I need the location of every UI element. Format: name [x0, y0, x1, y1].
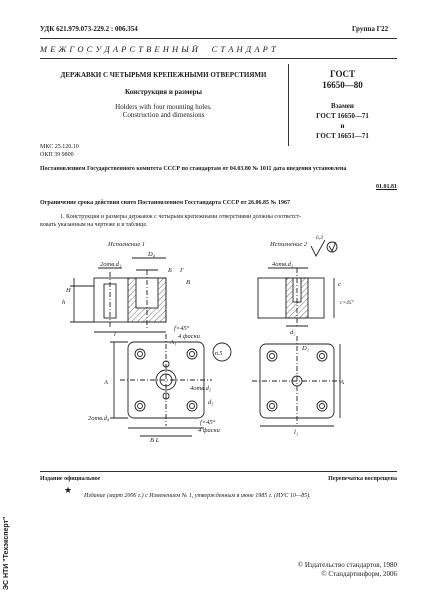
label-D4: D₄: [148, 251, 155, 258]
reprint-prohibited: Перепечатка воспрещена: [328, 476, 397, 482]
technical-drawing: [40, 232, 400, 444]
label-B: Б: [168, 267, 172, 274]
replaces-label: Взамен: [331, 102, 354, 110]
restriction: Ограничение срока действия снято Постановлением Госстандарта СССР от 26.06.85 № 1967: [40, 200, 291, 206]
replaces-and: и: [340, 122, 345, 130]
label-d3: d₃: [208, 399, 214, 406]
footer-rule: [40, 471, 397, 472]
group-code: Группа Г22: [352, 25, 389, 33]
label-A-right: A: [340, 379, 344, 386]
label-l1: l₁: [294, 429, 299, 436]
label-four-holes-d1: 4отв.d₁: [272, 261, 294, 268]
official-edition: Издание официальное: [40, 476, 101, 482]
udk-code: УДК 621.979.073-229.2 : 006.354: [40, 25, 138, 33]
star-icon: ★: [64, 485, 73, 495]
mks: МКС 25.120.10: [40, 144, 79, 150]
gost-code: ГОСТ: [329, 69, 356, 79]
label-f45: f×45°: [174, 325, 190, 332]
roughness-value: 6,3: [316, 235, 323, 241]
label-h: h: [62, 299, 66, 306]
label-four-chamfers: 4 фаски: [178, 333, 200, 340]
copyright-1: © Издательство стандартов, 1980: [297, 561, 397, 569]
date-intro: 01.01.81: [376, 184, 397, 190]
title-en-2: Construction and dimensions: [122, 111, 205, 119]
label-l: l: [114, 331, 116, 338]
label-H: H: [66, 287, 71, 294]
banner: М Е Ж Г О С У Д А Р С Т В Е Н Н Ы Й С Т А Н Д А Р Т: [40, 44, 277, 54]
replaces-2: ГОСТ 16651—71: [316, 132, 369, 140]
label-two-holes-d4: 2отв.d₄: [88, 415, 110, 422]
title-ru: ДЕРЖАВКИ С ЧЕТЫРЬМЯ КРЕПЕЖНЫМИ ОТВЕРСТИЯМИ: [60, 71, 267, 79]
label-A1: A₁: [170, 339, 177, 346]
label-f45b: f×45°: [200, 419, 216, 426]
replaces-1: ГОСТ 16650—71: [316, 112, 369, 120]
label-four-chamfers-b: 4 фаски: [198, 427, 220, 434]
label-V: В: [186, 279, 190, 286]
label-c45: c×45°: [340, 300, 354, 306]
variant-1-label: Исполнение 1: [108, 241, 146, 248]
okp: ОКП 39 9800: [40, 152, 74, 158]
paragraph-1-line-2: вовать указанным на чертеже и в таблице.: [40, 222, 148, 228]
label-A: A: [104, 379, 108, 386]
copyright-2: © Стандартинформ, 2006: [321, 570, 397, 578]
label-two-holes-d1: 2отв.d₁: [100, 261, 122, 268]
label-d5: d₅: [290, 329, 296, 336]
banner-rule: [40, 58, 397, 59]
variant-2-label: Исполнение 2: [270, 241, 308, 248]
label-c: c: [338, 281, 341, 288]
label-four-holes-d2: 4отв.d₂: [190, 385, 212, 392]
label-D1: D₁: [302, 345, 309, 352]
header-rule: [40, 38, 397, 39]
label-BL: В L: [150, 437, 160, 444]
label-G: Г: [180, 267, 184, 274]
gost-number: 16650—80: [322, 80, 363, 90]
title-divider: [288, 64, 289, 146]
roughness-symbol: [311, 240, 337, 256]
label-n5: п.5: [215, 351, 223, 357]
decree: Постановлением Государственного комитета СССР по стандартам от 04.03.80 № 1011 дата введения установлена: [40, 166, 347, 172]
title-ru-sub: Конструкция и размеры: [125, 88, 202, 96]
title-en-1: Holders with four mounting holes.: [115, 103, 212, 111]
sidebar-watermark: ЭС НТИ "Техэксперт": [3, 516, 10, 590]
edition-note: Издание (март 2006 г.) с Изменением № 1, утвержденным в июне 1985 г. (ИУС 10—85).: [84, 493, 311, 499]
paragraph-1-line-1: 1. Конструкция и размеры державок с четырьмя крепежными отверстиями должны соответст-: [60, 214, 302, 220]
